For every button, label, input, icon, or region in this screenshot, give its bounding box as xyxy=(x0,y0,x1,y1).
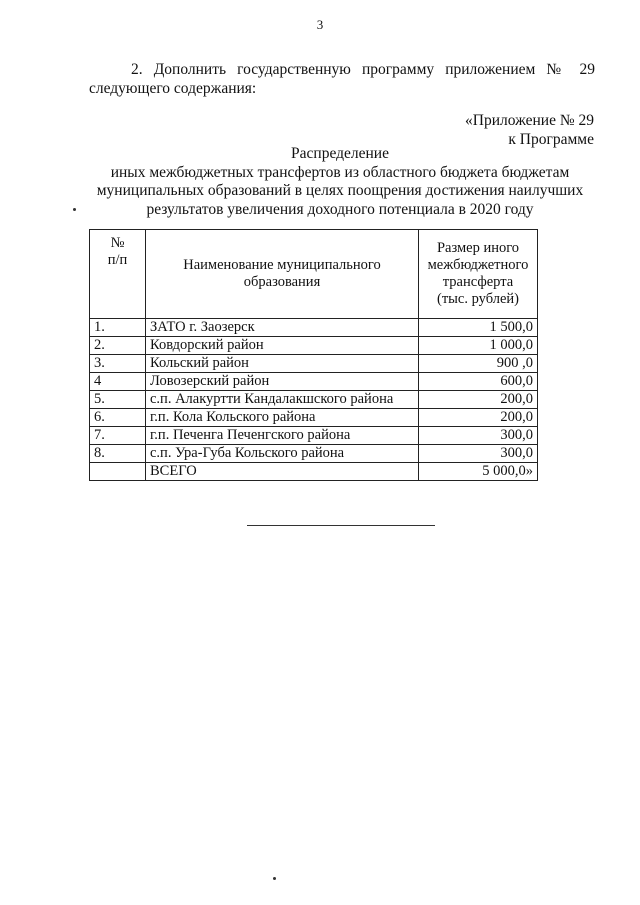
row-name: с.п. Ура-Губа Кольского района xyxy=(146,445,419,463)
row-value: 900 ,0 xyxy=(419,355,538,373)
table-row xyxy=(90,319,538,337)
row-name: Ковдорский район xyxy=(146,337,419,355)
row-value: 300,0 xyxy=(419,427,538,445)
row-name: г.п. Печенга Печенгского района xyxy=(146,427,419,445)
table-row xyxy=(90,373,538,391)
total-value: 5 000,0» xyxy=(419,463,538,481)
page-number: 3 xyxy=(316,17,324,32)
title-line-3: муниципальных образований в целях поощрения достижения наилучших xyxy=(96,182,584,199)
header-number-line-2: п/п xyxy=(107,252,128,268)
amendment-paragraph xyxy=(89,60,595,98)
table-total-row xyxy=(90,463,538,481)
row-name: с.п. Алакуртти Кандалакшского района xyxy=(146,391,419,409)
title-line-1: Распределение xyxy=(291,145,389,162)
appendix-line-2: к Программе xyxy=(508,131,594,148)
row-value: 600,0 xyxy=(419,373,538,391)
table-row xyxy=(90,409,538,427)
row-name: Ловозерский район xyxy=(146,373,419,391)
header-value-line-1: Размер иного xyxy=(436,240,520,256)
row-name: ЗАТО г. Заозерск xyxy=(146,319,419,337)
row-number: 2. xyxy=(90,337,146,355)
header-value-line-2: межбюджетного xyxy=(427,257,529,273)
row-number: 6. xyxy=(90,409,146,427)
row-value: 1 000,0 xyxy=(419,337,538,355)
title-line-2: иных межбюджетных трансфертов из областного бюджета бюджетам xyxy=(110,163,570,181)
row-number: 4 xyxy=(90,373,146,391)
closing-line xyxy=(247,525,435,526)
total-number xyxy=(90,463,146,481)
header-name xyxy=(146,230,419,319)
distribution-table xyxy=(89,229,538,481)
row-number: 3. xyxy=(90,355,146,373)
appendix-header xyxy=(465,111,594,149)
row-value: 200,0 xyxy=(419,409,538,427)
row-number: 8. xyxy=(90,445,146,463)
row-value: 300,0 xyxy=(419,445,538,463)
scan-speck xyxy=(273,877,276,880)
header-number xyxy=(90,230,146,319)
table-row xyxy=(90,391,538,409)
header-value-line-4: (тыс. рублей) xyxy=(437,291,519,307)
appendix-line-1: «Приложение № 29 xyxy=(465,112,594,129)
row-value: 1 500,0 xyxy=(419,319,538,337)
header-value xyxy=(419,230,538,319)
table-row xyxy=(90,355,538,373)
scan-speck xyxy=(73,208,76,211)
row-number: 1. xyxy=(90,319,146,337)
table-row xyxy=(90,427,538,445)
row-number: 7. xyxy=(90,427,146,445)
row-value: 200,0 xyxy=(419,391,538,409)
row-number: 5. xyxy=(90,391,146,409)
header-value-line-3: трансферта xyxy=(442,274,514,290)
table-row xyxy=(90,445,538,463)
paragraph-line-2: следующего содержания: xyxy=(89,80,257,97)
table-row xyxy=(90,337,538,355)
document-title xyxy=(60,145,620,219)
total-label: ВСЕГО xyxy=(146,463,419,481)
header-name-line-1: Наименование муниципального xyxy=(183,257,381,273)
paragraph-line-1: 2. Дополнить государственную программу приложением № 29 xyxy=(131,61,595,78)
row-name: Кольский район xyxy=(146,355,419,373)
row-name: г.п. Кола Кольского района xyxy=(146,409,419,427)
header-name-line-2: образования xyxy=(243,274,321,290)
title-line-4: результатов увеличения доходного потенциала в 2020 году xyxy=(146,200,534,218)
table-header-row xyxy=(90,230,538,319)
header-number-line-1: № xyxy=(110,235,125,251)
